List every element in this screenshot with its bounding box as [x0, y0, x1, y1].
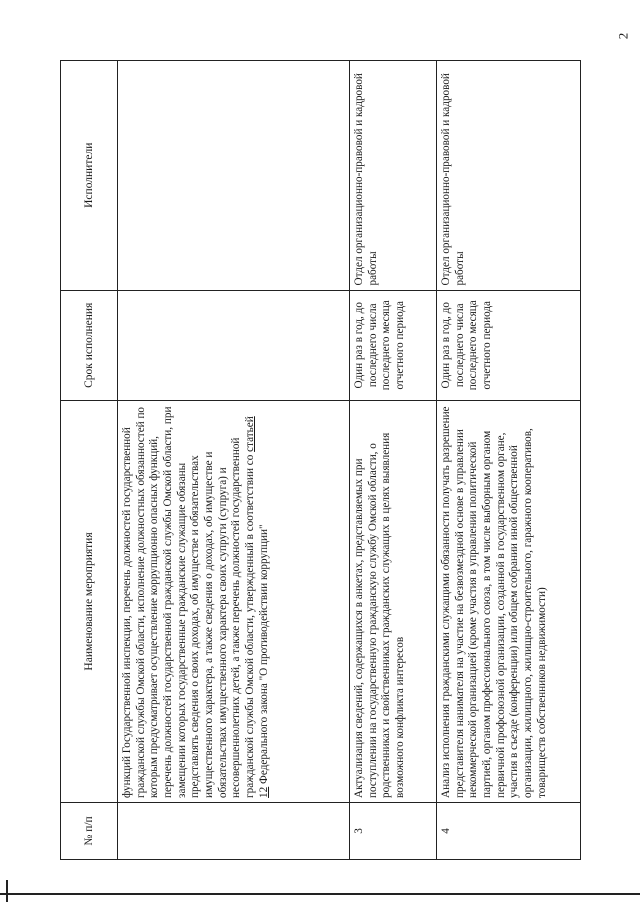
measures-table: [60, 60, 581, 860]
row-executors: Отдел организационно-правовой и кадровой работы: [350, 61, 437, 291]
row-name-text: функций Государственной инспекции, перечень должностей государственной гражданской службы Омской области, исполнение должностных обязанностей по которым предусматривает осуществление коррупционно опасных функций, перечень должностей государственной гражданской службы Омской области, при замещении которых государственные гражданские служащие обязаны представлять сведения о своих доходах, об имуществе и обязательствах имущественного характера, а также сведения о доходах, об имуществе и обязательствах имущественного характера своих супруги (супруга) и несовершеннолетних детей, а также перечень должностей государственной гражданской службы Омской области, утвержденный в соответствии со: [121, 406, 256, 798]
row-executors: [118, 61, 350, 291]
header-name: Наименование мероприятия: [61, 401, 118, 803]
row-executors: Отдел организационно-правовой и кадровой работы: [437, 61, 581, 291]
header-term: Срок исполнения: [61, 290, 118, 401]
table-row: [118, 61, 350, 860]
row-term: Один раз в год, до последнего числа последнего месяца отчетного периода: [437, 290, 581, 401]
page-number: 2: [614, 32, 630, 40]
table-header-row: [61, 61, 118, 860]
row-num: 4: [437, 802, 581, 859]
row-name: [118, 401, 350, 803]
row-name: Анализ исполнения гражданскими служащими обязанности получать разрешение представителя нанимателя на участие на безвозмездной основе в управлении некоммерческой организацией (кроме участия в управлении политической партией, органом профессионального союза, в том числе выборным органом первичной профсоюзной организации, созданной в государственном органе, участия в съезде (конференции) или общем собрании иной общественной организации, жилищного, жилищно-строительного, гаражного кооперативов, товариществ собственников недвижимости): [437, 401, 581, 803]
row-name: Актуализация сведений, содержащихся в анкетах, представляемых при поступлении на государственную гражданскую службу Омской области, о родственниках и свойственниках гражданских служащих в целях выявления возможного конфликта интересов: [350, 401, 437, 803]
law-article-link[interactable]: статьей 12: [243, 416, 270, 798]
table-row: [350, 61, 437, 860]
bottom-rule: [0, 893, 640, 895]
header-num: № п/п: [61, 802, 118, 859]
corner-mark: [6, 880, 8, 902]
table-row: [437, 61, 581, 860]
rotated-table-container: [60, 60, 580, 860]
header-executors: Исполнители: [61, 61, 118, 291]
row-num: 3: [350, 802, 437, 859]
row-term: Один раз в год, до последнего числа последнего месяца отчетного периода: [350, 290, 437, 401]
row-num: [118, 802, 350, 859]
row-name-tail: Федерального закона "О противодействии коррупции": [257, 524, 270, 787]
row-term: [118, 290, 350, 401]
